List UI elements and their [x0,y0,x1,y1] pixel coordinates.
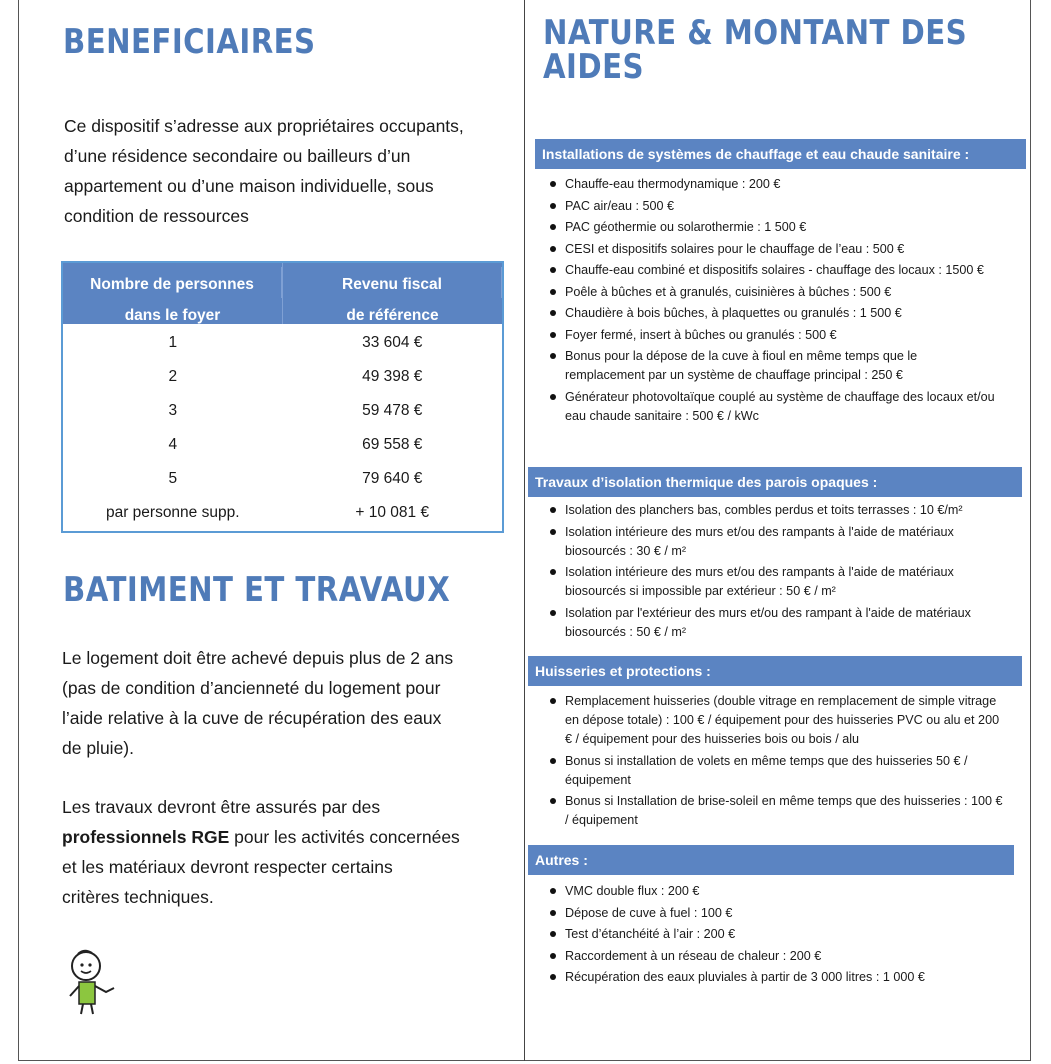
header-line: Revenu fiscal [283,267,502,298]
list-item: Bonus si installation de volets en même temps que des huisseries 50 € / équipement [548,752,1003,790]
table-row [63,326,502,360]
text-line: l’aide relative à la cuve de récupération des eaux [62,708,442,728]
cell-income: + 10 081 € [355,504,430,521]
cell-income: 79 640 € [362,470,423,487]
cell-persons: par personne supp. [105,504,240,521]
text-line: critères techniques. [62,887,214,907]
table-row [63,496,502,530]
text-line: Les travaux devront être assurés par des [62,797,381,817]
list-item: Chaudière à bois bûches, à plaquettes ou granulés : 1 500 € [548,304,998,323]
rge-text [62,792,517,912]
section-isolation-heading: Travaux d’isolation thermique des parois opaques : [528,467,1022,497]
section-huisseries-heading: Huisseries et protections : [528,656,1022,686]
cell-persons: 1 [168,334,178,351]
text-line [62,822,517,852]
text-line: d’une résidence secondaire ou bailleurs d’un [64,146,411,166]
list-item: Foyer fermé, insert à bûches ou granulés : 500 € [548,326,998,345]
list-item: Remplacement huisseries (double vitrage en remplacement de simple vitrage en dépose totale) : 100 € / équipement pour des huisseries PVC ou alu et 200 € / équipement pour des huisseries bois ou bois / alu [548,692,1003,749]
text-line: condition de ressources [64,206,249,226]
huisseries-list [548,692,1003,833]
list-item: Générateur photovoltaïque couplé au système de chauffage des locaux et/ou eau chaude sanitaire : 500 € / kWc [548,388,998,426]
cell-income: 33 604 € [362,334,423,351]
list-item: Bonus si Installation de brise-soleil en même temps que des huisseries : 100 € / équipement [548,792,1003,830]
rge-emphasis: professionnels RGE [62,827,230,847]
list-item: Chauffe-eau thermodynamique : 200 € [548,175,998,194]
list-item: CESI et dispositifs solaires pour le chauffage de l’eau : 500 € [548,240,998,259]
list-item: Poêle à bûches et à granulés, cuisinières à bûches : 500 € [548,283,998,302]
list-item: Isolation par l'extérieur des murs et/ou des rampant à l'aide de matériaux biosourcés : 50 € / m² [548,604,1018,642]
header-line: dans le foyer [124,307,221,324]
table-row [63,462,502,496]
aides-title [543,15,967,85]
table-header [63,263,502,324]
text-line: Ce dispositif s’adresse aux propriétaires occupants, [64,116,464,136]
list-item: VMC double flux : 200 € [548,882,1008,901]
beneficiaires-title: BENEFICIAIRES [63,22,316,62]
cell-income: 49 398 € [362,368,423,385]
text-fragment: pour les activités concernées [229,827,460,847]
text-line: (pas de condition d’ancienneté du logement pour [62,678,441,698]
table-row [63,360,502,394]
header-line: Nombre de personnes [63,267,282,298]
list-item: Isolation intérieure des murs et/ou des rampants à l'aide de matériaux biosourcés si impossible par extérieur : 50 € / m² [548,563,1018,601]
autres-list [548,882,1008,990]
batiment-text [62,643,517,763]
section-autres-heading: Autres : [528,845,1014,875]
text-line: appartement ou d’une maison individuelle, sous [64,176,434,196]
cell-persons: 2 [168,368,178,385]
list-item: Dépose de cuve à fuel : 100 € [548,904,1008,923]
batiment-title: BATIMENT ET TRAVAUX [63,570,451,610]
list-item: Bonus pour la dépose de la cuve à fioul en même temps que le remplacement par un système de chauffage principal : 250 € [548,347,998,385]
cell-persons: 4 [168,436,178,453]
title-line: NATURE & MONTANT DES [543,13,968,53]
list-item: Isolation intérieure des murs et/ou des rampants à l'aide de matériaux biosourcés : 30 € / m² [548,523,1018,561]
text-line: et les matériaux devront respecter certains [62,857,393,877]
list-item: Raccordement à un réseau de chaleur : 200 € [548,947,1008,966]
title-line: AIDES [543,47,644,87]
income-table [61,261,504,533]
header-income [283,263,502,324]
cell-income: 59 478 € [362,402,423,419]
heating-list [548,175,998,428]
text-line: Le logement doit être achevé depuis plus de 2 ans [62,648,454,668]
table-row [63,394,502,428]
header-persons [63,263,283,324]
cell-persons: 3 [168,402,178,419]
cell-income: 69 558 € [362,436,423,453]
text-line: de pluie). [62,738,134,758]
section-heating-heading: Installations de systèmes de chauffage et eau chaude sanitaire : [535,139,1026,169]
list-item: PAC air/eau : 500 € [548,197,998,216]
stick-figure-icon [64,946,128,1016]
list-item: Isolation des planchers bas, combles perdus et toits terrasses : 10 €/m² [548,501,1018,520]
table-row [63,428,502,462]
list-item: Chauffe-eau combiné et dispositifs solaires - chauffage des locaux : 1500 € [548,261,998,280]
cell-persons: 5 [168,470,178,487]
beneficiaires-text [64,111,514,231]
column-divider [524,0,525,1061]
header-line: de référence [346,307,439,324]
isolation-list [548,501,1018,644]
list-item: Récupération des eaux pluviales à partir de 3 000 litres : 1 000 € [548,968,1008,987]
list-item: PAC géothermie ou solarothermie : 1 500 € [548,218,998,237]
list-item: Test d’étanchéité à l’air : 200 € [548,925,1008,944]
